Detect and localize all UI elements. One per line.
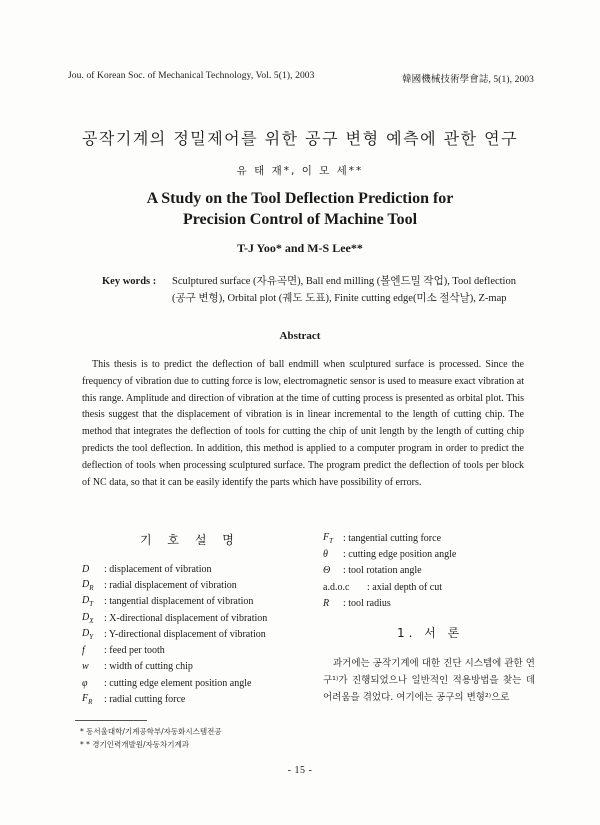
english-title-line1: A Study on the Tool Deflection Prediction for xyxy=(146,190,454,207)
nomenclature-symbol: a.d.o.c xyxy=(323,581,350,593)
nomenclature-description: : radial cutting force xyxy=(104,694,186,706)
nomenclature-row xyxy=(82,675,312,691)
nomenclature-description: : X-directional displacement of vibration xyxy=(104,612,268,624)
journal-header-right: 韓國機械技術學會誌, 5(1), 2003 xyxy=(402,75,534,85)
nomenclature-description: : tangential displacement of vibration xyxy=(104,596,254,608)
nomenclature-description: : cutting edge element position angle xyxy=(104,677,252,689)
nomenclature-symbol: θ xyxy=(323,548,328,560)
nomenclature-description: : axial depth of cut xyxy=(367,581,442,593)
section-heading: 1. 서 론 xyxy=(397,626,464,640)
nomenclature-row xyxy=(323,563,533,579)
nomenclature-symbol: $D_Y$ xyxy=(82,627,94,641)
nomenclature-list-left xyxy=(82,561,312,708)
nomenclature-row xyxy=(82,577,312,593)
nomenclature-row xyxy=(323,546,533,562)
nomenclature-description: : displacement of vibration xyxy=(104,563,212,575)
footnote-2: * * 경기인력개발원/자동차기계과 xyxy=(80,740,189,749)
nomenclature-symbol: R xyxy=(323,597,330,609)
nomenclature-description: : tangential cutting force xyxy=(343,532,442,544)
journal-header-left: Jou. of Korean Soc. of Mechanical Technology, Vol. 5(1), 2003 xyxy=(68,71,315,81)
nomenclature-symbol: w xyxy=(82,661,89,673)
english-title xyxy=(0,188,600,230)
keywords-block xyxy=(102,273,532,307)
nomenclature-description: : tool rotation angle xyxy=(343,565,422,577)
korean-authors: 유 태 재*, 이 모 세** xyxy=(236,165,364,177)
section-text: 과거에는 공작기계에 대한 진단 시스템에 관한 연구¹⁾가 진행되었으나 일반적인 적용방법을 찾는 데 어려움을 겪었다. 여기에는 공구의 변형²⁾으로 xyxy=(323,658,535,703)
nomenclature-list-right xyxy=(323,530,533,611)
nomenclature-row xyxy=(82,610,312,626)
nomenclature-row xyxy=(82,659,312,675)
nomenclature-row xyxy=(82,691,312,707)
nomenclature-description: : width of cutting chip xyxy=(104,661,193,673)
nomenclature-row xyxy=(82,642,312,658)
nomenclature-description: : tool radius xyxy=(343,597,391,609)
nomenclature-symbol: f xyxy=(82,645,85,657)
nomenclature-symbol: $D_X$ xyxy=(82,611,94,625)
keywords-label: Key words : xyxy=(102,276,157,287)
nomenclature-symbol: Θ xyxy=(323,565,331,577)
nomenclature-description: : feed per tooth xyxy=(104,645,165,657)
nomenclature-description: : cutting edge position angle xyxy=(343,548,457,560)
nomenclature-row xyxy=(323,579,533,595)
nomenclature-symbol: φ xyxy=(82,677,88,689)
nomenclature-symbol: D xyxy=(82,563,90,575)
english-title-line2: Precision Control of Machine Tool xyxy=(182,211,418,228)
nomenclature-row xyxy=(82,561,312,577)
footnote-rule xyxy=(75,720,147,721)
nomenclature-row xyxy=(323,595,533,611)
english-authors: T-J Yoo* and M-S Lee** xyxy=(237,241,363,255)
abstract-heading: Abstract xyxy=(279,330,321,342)
page-number: - 15 - xyxy=(287,765,313,776)
nomenclature-description: : Y-directional displacement of vibration xyxy=(104,628,266,640)
nomenclature-row xyxy=(82,626,312,642)
nomenclature-symbol: $F_R$ xyxy=(82,693,93,707)
nomenclature-heading: 기 호 설 명 xyxy=(140,533,240,547)
keywords-text: Sculptured surface (자유곡면), Ball end milling (볼엔드밀 작업), Tool deflection (공구 변형), Orbital plot (궤도 도표), Finite cutting edge(미소 절삭날), Z-map xyxy=(172,276,516,304)
abstract-text: This thesis is to predict the deflection of ball endmill when sculptured surface is processed. Since the frequency of vibration due to cutting force is low, electromagnetic sensor is used to measure exact vibration at this range. Amplitude and direction of vibration at the time of cutting process is presented as orbital plot. This thesis suggest that the displacement of vibration is in linear incremental to the length of cutting chip. The method that integrates the deflection of tools for cutting the chip of unit length by the length of cutting chip predicts the tool deflection. In addition, this method is applied to a computer program in order to predict the deflection of tools when processing sculptured surface. The program predict the deflection of tools per block of NC data, so that it can be easily identify the parts which have possibility of errors. xyxy=(82,359,524,488)
nomenclature-description: : radial displacement of vibration xyxy=(104,579,237,591)
nomenclature-row xyxy=(323,530,533,546)
nomenclature-symbol: $D_R$ xyxy=(82,578,94,592)
footnote-1: * 동서울대학/기계공학부/자동화시스템전공 xyxy=(80,727,222,736)
nomenclature-row xyxy=(82,594,312,610)
nomenclature-symbol: $F_T$ xyxy=(323,531,334,545)
nomenclature-symbol: $D_T$ xyxy=(82,595,94,609)
korean-title: 공작기계의 정밀제어를 위한 공구 변형 예측에 관한 연구 xyxy=(81,129,519,148)
